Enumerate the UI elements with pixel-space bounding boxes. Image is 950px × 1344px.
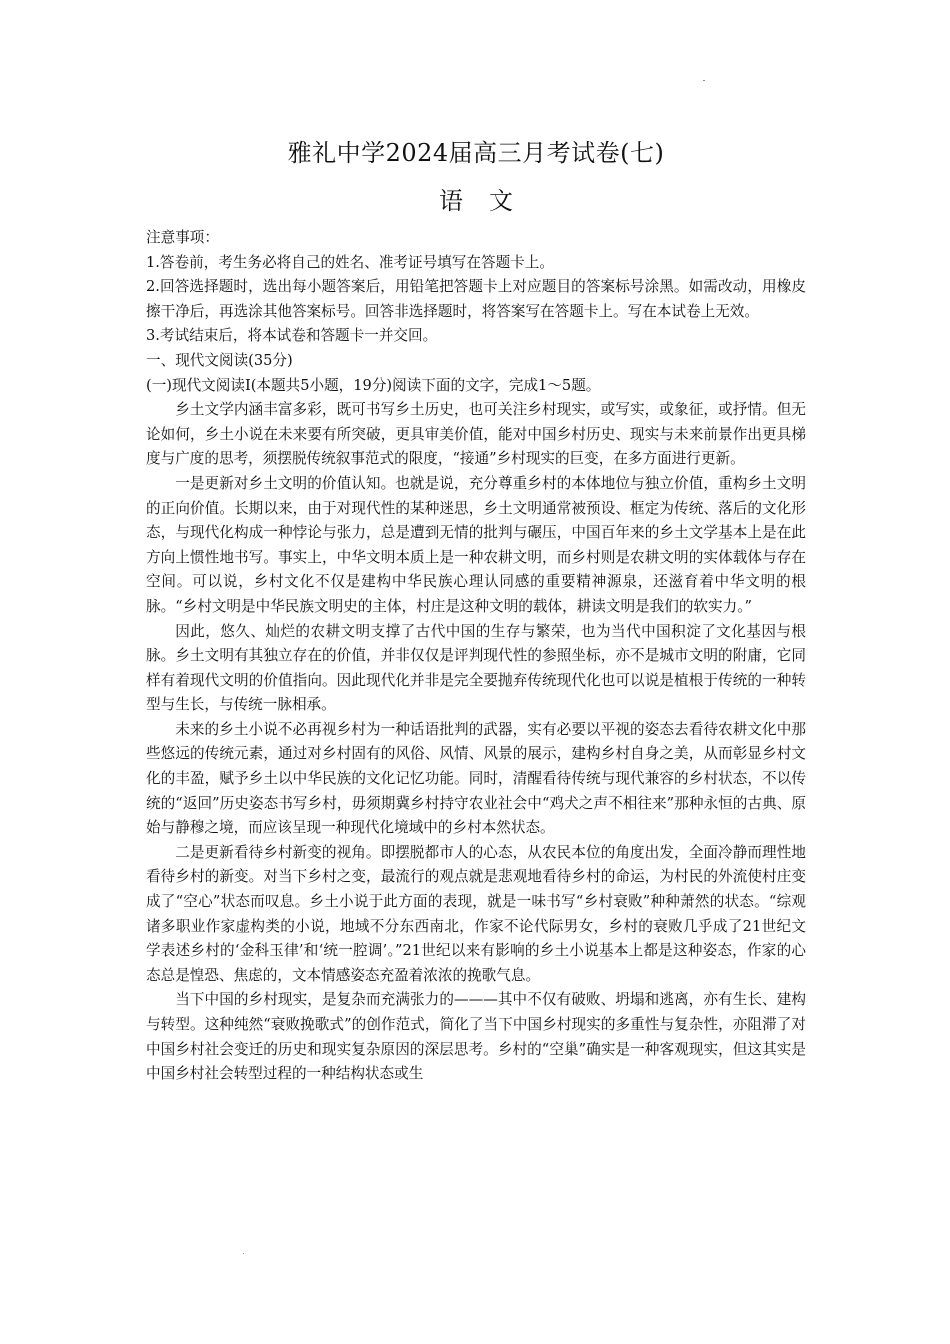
scan-speck [703,80,705,81]
notice-item-1: 1.答卷前，考生务必将自己的姓名、准考证号填写在答题卡上。 [146,253,554,271]
passage-paragraph-4: 未来的乡土小说不必再视乡村为一种话语批判的武器，实有必要以平视的姿态去看待农耕文化中那些悠远的传统元素，通过对乡村固有的风俗、风情、风景的展示，建构乡村自身之美，从而彰显乡村文化的丰盈，赋予乡土以中华民族的文化记忆功能。同时，清醒看待传统与现代兼容的乡村状态，不以传统的“返回”历史姿态书写乡村，毋须期冀乡村持守农业社会中“鸡犬之声不相往来”那种永恒的古典、原始与静穆之境，而应该呈现一种现代化境域中的乡村本然状态。 [146,720,806,837]
passage-paragraph-5: 二是更新看待乡村新变的视角。即摆脱都市人的心态，从农民本位的角度出发，全面冷静而理性地看待乡村的新变。对当下乡村之变，最流行的观点就是悲观地看待乡村的命运，为村民的外流使村庄变成了“空心”状态而叹息。乡土小说于此方面的表现，就是一味书写“乡村衰败”种种萧然的状态。“综观诸多职业作家虚构类的小说，地域不分东西南北，作家不论代际男女，乡村的衰败几乎成了21世纪文学表述乡村的‘金科玉律’和‘统一腔调’。”21世纪以来有影响的乡土小说基本上都是这种姿态，作家的心态总是惶恐、焦虑的，文本情感姿态充盈着浓浓的挽歌气息。 [146,843,806,984]
exam-body [146,226,806,1087]
passage-paragraph-2: 一是更新对乡土文明的价值认知。也就是说，充分尊重乡村的本体地位与独立价值，重构乡土文明的正向价值。长期以来，由于对现代性的某种迷思，乡土文明通常被预设、框定为传统、落后的文化形态，与现代化构成一种悖论与张力，总是遭到无情的批判与碾压，中国百年来的乡土文学基本上是在此方向上惯性地书写。事实上，中华文明本质上是一种农耕文明，而乡村则是农耕文明的实体载体与存在空间。可以说，乡村文化不仅是建构中华民族心理认同感的重要精神源泉，还滋育着中华文明的根脉。“乡村文明是中华民族文明史的主体，村庄是这种文明的载体，耕读文明是我们的软实力。” [146,474,806,615]
passage-paragraph-6: 当下中国的乡村现实，是复杂而充满张力的———其中不仅有破败、坍塌和逃离，亦有生长、建构与转型。这种纯然“衰败挽歌式”的创作范式，简化了当下中国乡村现实的多重性与复杂性，亦阻滞了对中国乡村社会变迁的历史和现实复杂原因的深层思考。乡村的“空巢”确实是一种客观现实，但这其实是中国乡村社会转型过程的一种结构状态或生 [146,991,806,1083]
section-heading: 一、现代文阅读(35分) [146,351,293,369]
notice-heading: 注意事项： [146,229,219,246]
passage-paragraph-1: 乡土文学内涵丰富多彩，既可书写乡土历史，也可关注乡村现实，或写实，或象征，或抒情。但无论如何，乡土小说在未来要有所突破，更具审美价值，能对中国乡村历史、现实与未来前景作出更具梯度与广度的思考，须摆脱传统叙事范式的限度，“接通”乡村现实的巨变，在多方面进行更新。 [146,401,806,468]
section-sub-heading: (一)现代文阅读Ⅰ(本题共5小题，19分)阅读下面的文字，完成1～5题。 [146,376,601,394]
scan-speck [243,1253,244,1254]
notice-item-3: 3.考试结束后，将本试卷和答题卡一并交回。 [146,327,438,345]
exam-subject: 语文 [439,187,539,215]
exam-title: 雅礼中学2024届高三月考试卷(七) [287,139,665,167]
notice-item-2: 2.回答选择题时，选出每小题答案后，用铅笔把答题卡上对应题目的答案标号涂黑。如需改动，用橡皮擦干净后，再选涂其他答案标号。回答非选择题时，将答案写在答题卡上。写在本试卷上无效。 [146,278,806,320]
passage-paragraph-3: 因此，悠久、灿烂的农耕文明支撑了古代中国的生存与繁荣，也为当代中国积淀了文化基因与根脉。乡土文明有其独立存在的价值，并非仅仅是评判现代性的参照坐标，亦不是城市文明的附庸，它同样有着现代文明的价值指向。因此现代化并非是完全要抛弃传统现代化也可以说是植根于传统的一种转型与生长，与传统一脉相承。 [146,622,806,714]
